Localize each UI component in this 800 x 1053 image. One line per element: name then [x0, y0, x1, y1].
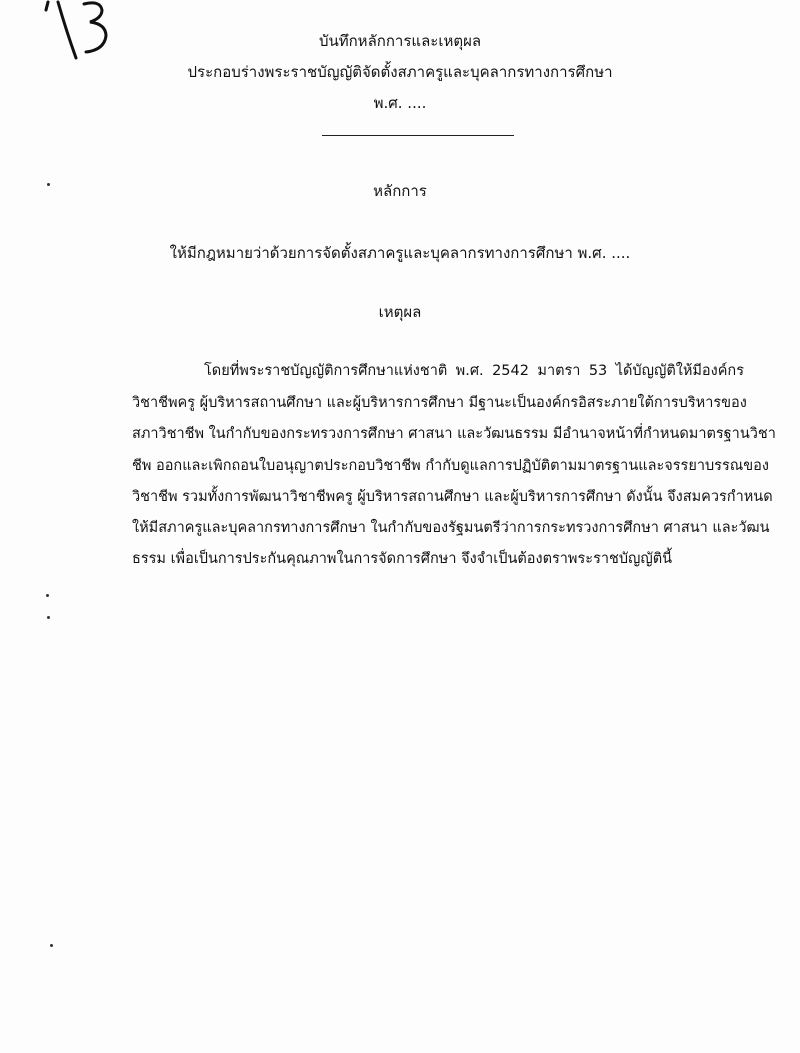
- reason-line: วิชาชีพ รวมทั้งการพัฒนาวิชาชีพครู ผู้บริหารสถานศึกษา และผู้บริหารการศึกษา ดังนั้น จึงสมควรกำหนด: [132, 489, 773, 505]
- principle-heading: หลักการ: [373, 182, 427, 200]
- reason-line: โดยที่พระราชบัญญัติการศึกษาแห่งชาติ พ.ศ. 2542 มาตรา 53 ได้บัญญัติให้มีองค์กร: [204, 363, 744, 379]
- reason-heading: เหตุผล: [378, 303, 422, 321]
- memo-subtitle: ประกอบร่างพระราชบัญญัติจัดตั้งสภาครูและบุคลากรทางการศึกษา: [187, 63, 613, 81]
- memo-year: พ.ศ. ....: [373, 94, 427, 112]
- scan-speck: [46, 594, 49, 597]
- reason-line: สภาวิชาชีพ ในกำกับของกระทรวงการศึกษา ศาสนา และวัฒนธรรม มีอำนาจหน้าที่กำหนดมาตรฐานวิชา: [132, 426, 776, 442]
- memo-title: บันทึกหลักการและเหตุผล: [318, 32, 482, 50]
- title-divider: [322, 135, 514, 136]
- reason-line: ธรรม เพื่อเป็นการประกันคุณภาพในการจัดการศึกษา จึงจำเป็นต้องตราพระราชบัญญัตินี้: [132, 551, 673, 567]
- scan-speck: [47, 183, 50, 186]
- reason-line: ให้มีสภาครูและบุคลากรทางการศึกษา ในกำกับของรัฐมนตรีว่าการกระทรวงการศึกษา ศาสนา และวัฒน: [132, 520, 770, 536]
- reason-line: วิชาชีพครู ผู้บริหารสถานศึกษา และผู้บริหารการศึกษา มีฐานะเป็นองค์กรอิสระภายใต้การบริหารของ: [132, 395, 747, 411]
- scan-speck: [50, 944, 53, 947]
- reason-line: ชีพ ออกและเพิกถอนใบอนุญาตประกอบวิชาชีพ กำกับดูแลการปฏิบัติตามมาตรฐานและจรรยาบรรณของ: [132, 458, 769, 474]
- scan-speck: [47, 616, 50, 619]
- principle-text: ให้มีกฎหมายว่าด้วยการจัดตั้งสภาครูและบุคลากรทางการศึกษา พ.ศ. ....: [169, 244, 631, 262]
